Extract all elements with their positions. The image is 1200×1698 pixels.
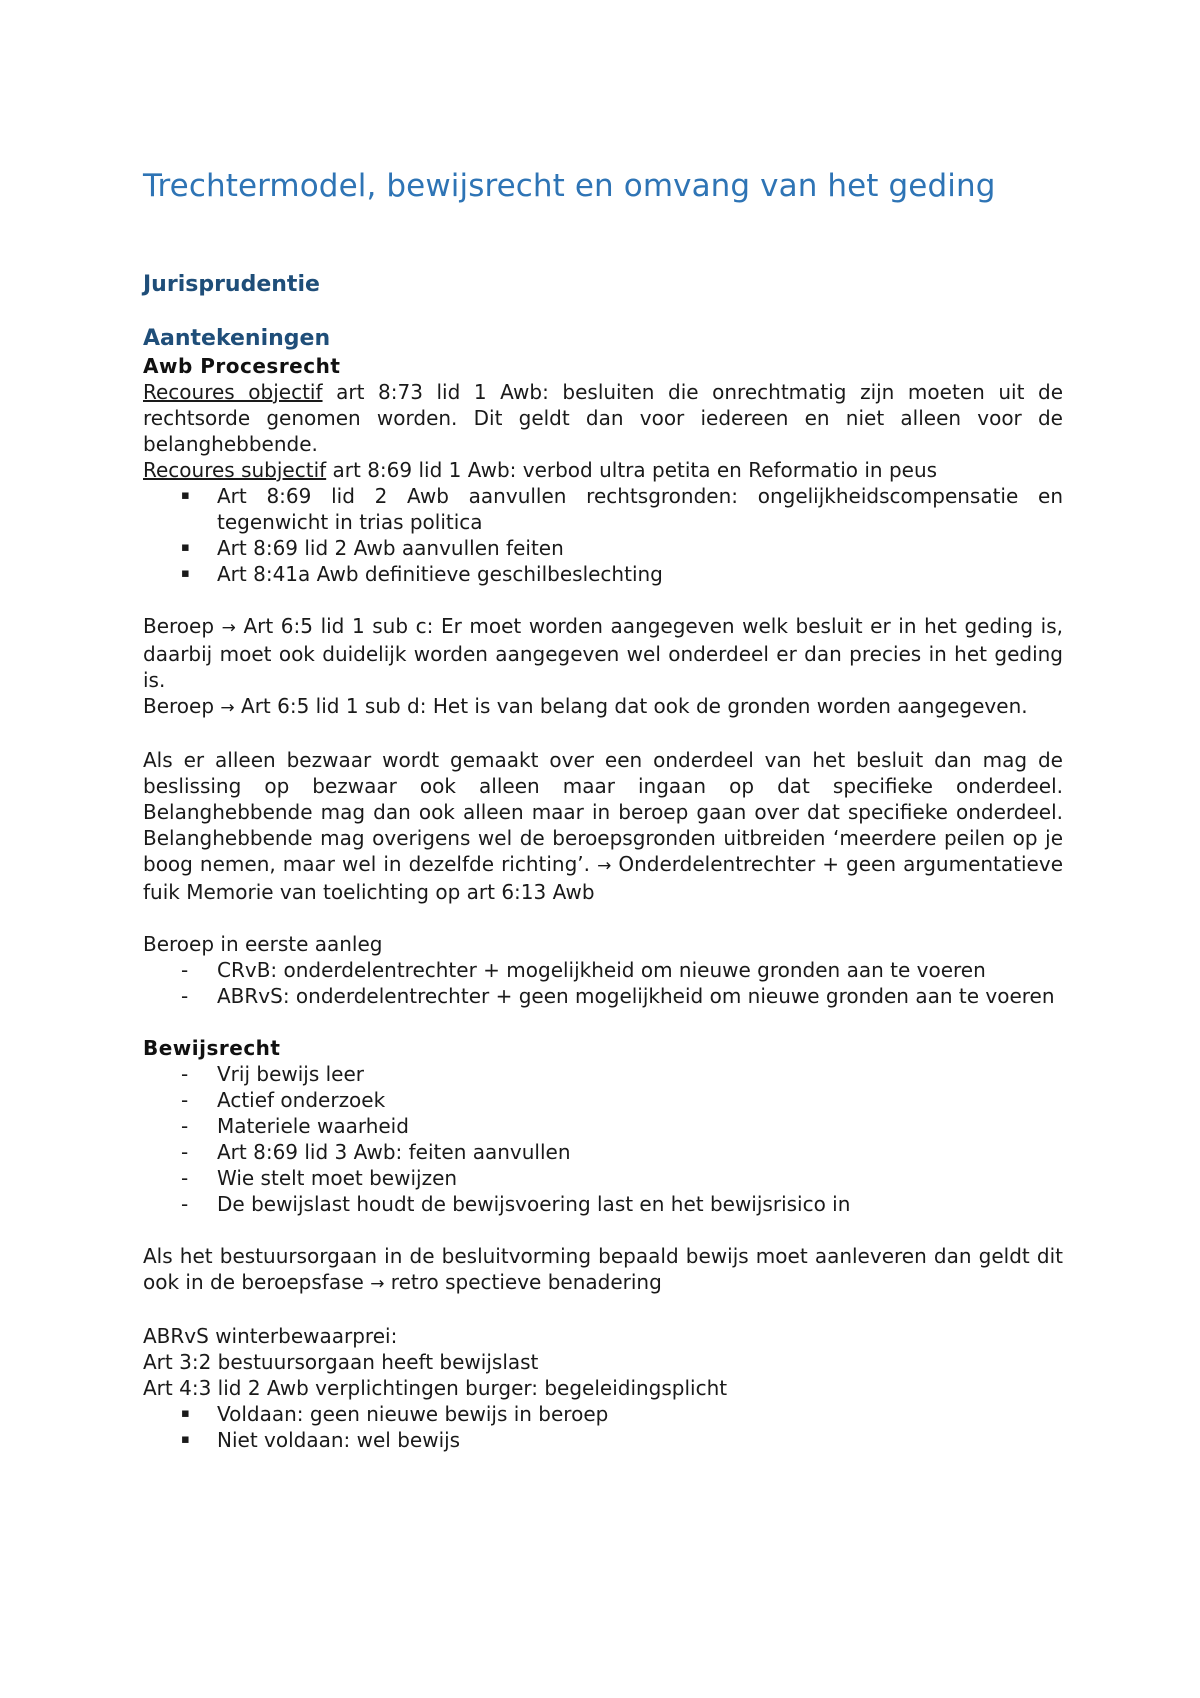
text-beroep-sub-d: Art 6:5 lid 1 sub d: Het is van belang dat ook de gronden worden aangegeven.: [234, 694, 1028, 718]
paragraph-beroep-eerste-aanleg: Beroep in eerste aanleg: [143, 932, 383, 956]
spacer: [143, 587, 1063, 613]
spacer: [143, 1297, 1063, 1323]
heading-jurisprudentie: Jurisprudentie: [143, 272, 320, 297]
square-bullet-icon: ▪: [181, 1406, 190, 1421]
square-bullet-icon: ▪: [181, 488, 190, 503]
text-recoures-objectif: art 8:73 lid 1 Awb: besluiten die onrechtmatig zijn moeten uit de rechtsorde genomen worden. Dit geldt dan voor iedereen en niet alleen voor de belanghebbende.: [143, 380, 1063, 456]
text-bestuursorgaan: Als het bestuursorgaan in de besluitvorming bepaald bewijs moet aanleveren dan geldt dit ook in de beroepsfase: [143, 1244, 1063, 1294]
text-beroep: Beroep: [143, 694, 221, 718]
square-bullet-icon: ▪: [181, 1432, 190, 1447]
list-item-text: Wie stelt moet bewijzen: [217, 1166, 458, 1190]
list-item-text: Actief onderzoek: [217, 1088, 386, 1112]
dash-bullet-icon: -: [181, 1166, 189, 1190]
list-item: [143, 1139, 1063, 1165]
dash-list-bewijsrecht: [143, 1061, 1063, 1217]
paragraph-beroep-sub-d: [143, 693, 1063, 721]
square-bullet-icon: ▪: [181, 540, 190, 555]
heading-bewijsrecht: Bewijsrecht: [143, 1036, 281, 1060]
list-item-text: Materiele waarheid: [217, 1114, 409, 1138]
dash-bullet-icon: -: [181, 1088, 189, 1112]
text-beroep: Beroep: [143, 614, 222, 638]
list-item-text: Art 8:69 lid 2 Awb aanvullen feiten: [217, 536, 564, 560]
list-item-text: ABRvS: onderdelentrechter + geen mogelijkheid om nieuwe gronden aan te voeren: [217, 984, 1055, 1008]
term-recoures-subjectif: Recoures subjectif: [143, 458, 327, 482]
list-item-text: Art 8:41a Awb definitieve geschilbeslechting: [217, 562, 663, 586]
list-item: [143, 561, 1063, 587]
dash-bullet-icon: -: [181, 984, 189, 1008]
paragraph-beroep-sub-c: [143, 613, 1063, 693]
text-onderdeel: Als er alleen bezwaar wordt gemaakt over een onderdeel van het besluit dan mag de beslissing op bezwaar ook alleen maar ingaan op dat specifieke onderdeel. Belanghebbende mag dan ook alleen maar in beroep gaan over dat specifieke onderdeel. Belanghebbende mag overigens wel de beroepsgronden uitbreiden ‘meerdere peilen op je boog nemen, maar wel in dezelfde richting’.: [143, 748, 1063, 876]
list-item: [143, 1061, 1063, 1087]
heading-aantekeningen: Aantekeningen: [143, 326, 331, 351]
paragraph-art-3-2: Art 3:2 bestuursorgaan heeft bewijslast: [143, 1350, 539, 1374]
list-item-text: Art 8:69 lid 2 Awb aanvullen rechtsgronden: ongelijkheidscompensatie en tegenwicht in trias politica: [217, 484, 1063, 534]
list-item: [143, 1113, 1063, 1139]
list-item: [143, 1427, 1063, 1453]
list-item-text: CRvB: onderdelentrechter + mogelijkheid om nieuwe gronden aan te voeren: [217, 958, 986, 982]
dash-bullet-icon: -: [181, 1192, 189, 1216]
list-item: [143, 1165, 1063, 1191]
text-retro-spectieve: retro spectieve benadering: [384, 1270, 662, 1294]
text-onderdelentrechter: Onderdelentrechter + geen argumentatieve fuik Memorie van toelichting op art 6:13 Awb: [143, 852, 1063, 904]
dash-bullet-icon: -: [181, 958, 189, 982]
dash-bullet-icon: -: [181, 1140, 189, 1164]
dash-bullet-icon: -: [181, 1114, 189, 1138]
bullet-list-begeleidingsplicht: [143, 1401, 1063, 1453]
list-item-text: Art 8:69 lid 3 Awb: feiten aanvullen: [217, 1140, 571, 1164]
arrow-right-icon: →: [220, 698, 235, 718]
paragraph-recoures-subjectif: [143, 457, 1063, 483]
list-item-text: Vrij bewijs leer: [217, 1062, 365, 1086]
list-item-text: Niet voldaan: wel bewijs: [217, 1428, 461, 1452]
paragraph-bestuursorgaan: [143, 1243, 1063, 1297]
list-item-text: Voldaan: geen nieuwe bewijs in beroep: [217, 1402, 609, 1426]
term-recoures-objectif: Recoures objectif: [143, 380, 323, 404]
paragraph-recoures-objectif: [143, 379, 1063, 457]
text-recoures-subjectif: art 8:69 lid 1 Awb: verbod ultra petita en Reformatio in peus: [326, 458, 938, 482]
document-body: [143, 353, 1063, 1453]
document-title: Trechtermodel, bewijsrecht en omvang van het geding: [143, 168, 996, 204]
list-item: [143, 1401, 1063, 1427]
text-beroep-sub-c: Art 6:5 lid 1 sub c: Er moet worden aangegeven welk besluit er in het geding is, daarbij moet ook duidelijk worden aangegeven wel onderdeel er dan precies in het geding is.: [143, 614, 1064, 692]
list-item: [143, 535, 1063, 561]
list-item-text: De bewijslast houdt de bewijsvoering last en het bewijsrisico in: [217, 1192, 851, 1216]
spacer: [143, 905, 1063, 931]
bullet-list-awb: [143, 483, 1063, 587]
arrow-right-icon: →: [370, 1274, 385, 1294]
arrow-right-icon: →: [597, 856, 612, 876]
spacer: [143, 1217, 1063, 1243]
list-item: [143, 1191, 1063, 1217]
square-bullet-icon: ▪: [181, 566, 190, 581]
dash-list-eerste-aanleg: [143, 957, 1063, 1009]
list-item: [143, 483, 1063, 535]
spacer: [143, 721, 1063, 747]
heading-awb-procesrecht: Awb Procesrecht: [143, 354, 341, 378]
spacer: [143, 1009, 1063, 1035]
paragraph-art-4-3: Art 4:3 lid 2 Awb verplichtingen burger: begeleidingsplicht: [143, 1376, 728, 1400]
list-item: [143, 957, 1063, 983]
arrow-right-icon: →: [221, 618, 236, 638]
dash-bullet-icon: -: [181, 1062, 189, 1086]
list-item: [143, 983, 1063, 1009]
paragraph-onderdelentrechter: [143, 747, 1063, 905]
paragraph-abrvs-winterbewaarprei: ABRvS winterbewaarprei:: [143, 1324, 398, 1348]
list-item: [143, 1087, 1063, 1113]
